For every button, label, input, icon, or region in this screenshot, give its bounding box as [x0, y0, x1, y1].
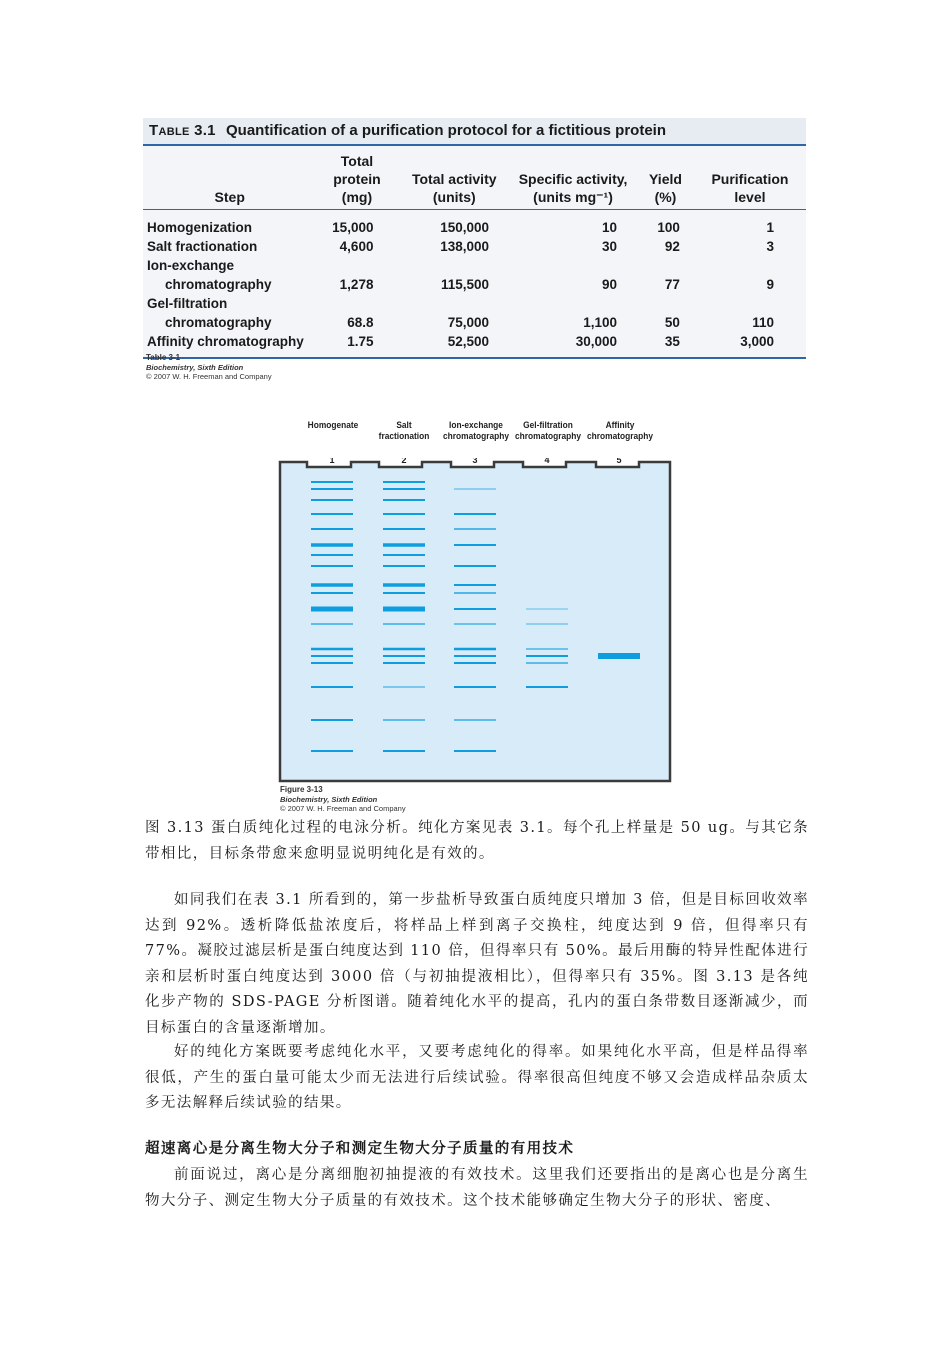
protein-band — [311, 607, 353, 612]
header-step: Step — [143, 146, 314, 210]
protein-band — [383, 592, 425, 594]
table-row — [143, 294, 806, 332]
sds-page-gel — [276, 458, 676, 786]
purification-table — [143, 146, 806, 357]
cell-total-activity: 75,000 — [447, 315, 490, 330]
protein-band — [311, 499, 353, 501]
protein-band — [526, 686, 568, 688]
protein-band — [311, 488, 353, 490]
cell-total-protein: 4,600 — [339, 239, 374, 254]
protein-band — [383, 543, 425, 547]
protein-band — [454, 662, 496, 664]
cell-total-protein: 1,278 — [339, 277, 374, 292]
lane-number-4: 4 — [544, 458, 550, 465]
protein-band — [526, 608, 568, 609]
cell-step: Salt fractionation — [147, 239, 258, 254]
protein-band — [454, 584, 496, 586]
lane-header-gel-filtration: Gel-filtration chromatography — [515, 420, 581, 442]
protein-band — [383, 655, 425, 657]
table-row — [143, 237, 806, 256]
gel-outline — [280, 462, 670, 781]
protein-band — [454, 719, 496, 721]
protein-band — [311, 750, 353, 752]
figure-credit — [280, 785, 406, 814]
protein-band — [526, 655, 568, 657]
protein-band — [311, 592, 353, 594]
table-label: Table 3.1 — [149, 122, 216, 139]
table-body — [143, 144, 806, 359]
protein-band — [454, 750, 496, 752]
protein-band — [454, 648, 496, 651]
protein-band — [311, 528, 353, 530]
protein-band — [454, 488, 496, 490]
protein-band — [454, 565, 496, 567]
protein-band — [454, 655, 496, 657]
cell-yield: 77 — [664, 277, 680, 292]
table-row — [143, 256, 806, 294]
cell-purification-level: 3 — [766, 239, 774, 254]
cell-specific-activity: 10 — [602, 220, 618, 235]
protein-band — [383, 481, 425, 483]
cell-total-activity: 52,500 — [447, 334, 490, 349]
body-paragraph-1: 如同我们在表 3.1 所看到的，第一步盐析导致蛋白质纯度只增加 3 倍，但是目标回收效率达到 92%。透析降低盐浓度后，将样品上样到离子交换柱，纯度达到 9 倍，但得率只有 77%。凝胶过滤层析是蛋白纯度达到 110 倍，但得率只有 50%。最后用酶的特异性配体进行亲和层析时蛋白纯度达到 3000 倍（与初抽提液相比），但得率只有 35%。图 3.13 是各纯化步产物的 SDS-PAGE 分析图谱。随着纯化水平的提高，孔内的蛋白条带数目逐渐减少，而目标蛋白的含量逐渐增加。 — [145, 892, 809, 1036]
cell-step: Gel-filtration chromatography — [147, 296, 272, 330]
lane-header-affinity: Affinity chromatography — [587, 420, 653, 442]
figure-credit-copyright: © 2007 W. H. Freeman and Company — [280, 804, 406, 813]
lane-number-2: 2 — [401, 458, 407, 465]
protein-band — [311, 513, 353, 515]
table-credit — [146, 353, 272, 382]
table-title: Quantification of a purification protocol for a fictitious protein — [226, 122, 666, 139]
cell-purification-level: 110 — [752, 315, 774, 330]
table-credit-caption: Table 3-1 — [146, 353, 181, 362]
cell-yield: 35 — [664, 334, 680, 349]
protein-band — [383, 565, 425, 567]
figure-caption: 图 3.13 蛋白质纯化过程的电泳分析。纯化方案见表 3.1。每个孔上样量是 50 ug。与其它条带相比，目标条带愈来愈明显说明纯化是有效的。 — [145, 820, 809, 862]
cell-yield: 50 — [664, 315, 680, 330]
table-credit-book: Biochemistry, Sixth Edition — [146, 362, 244, 372]
header-specific-activity: Specific activity, (units mg⁻¹) — [509, 146, 637, 210]
section-heading: 超速离心是分离生物大分子和测定生物大分子质量的有用技术 — [145, 1140, 575, 1157]
cell-total-protein: 1.75 — [347, 334, 374, 349]
lane-number-5: 5 — [616, 458, 622, 465]
cell-purification-level: 9 — [766, 277, 774, 292]
protein-band — [383, 554, 425, 556]
figure-credit-book: Biochemistry, Sixth Edition — [280, 794, 378, 804]
table-row — [143, 210, 806, 238]
protein-band — [454, 686, 496, 688]
section-paragraph: 前面说过，离心是分离细胞初抽提液的有效技术。这里我们还要指出的是离心也是分离生物大分子、测定生物大分子质量的有效技术。这个技术能够确定生物大分子的形状、密度、 — [145, 1167, 809, 1209]
protein-band — [526, 662, 568, 664]
table-title-bar — [143, 118, 806, 144]
cell-purification-level: 3,000 — [740, 334, 774, 349]
cell-step: Affinity chromatography — [147, 334, 304, 349]
cell-specific-activity: 30 — [602, 239, 618, 254]
protein-band — [383, 488, 425, 490]
purification-table-block — [143, 118, 806, 359]
lane-number-1: 1 — [329, 458, 335, 465]
protein-band — [311, 583, 353, 587]
cell-specific-activity: 90 — [602, 277, 618, 292]
protein-band — [311, 554, 353, 556]
cell-purification-level: 1 — [766, 220, 774, 235]
lane-number-3: 3 — [472, 458, 478, 465]
cell-yield: 100 — [657, 220, 680, 235]
protein-band — [454, 544, 496, 546]
protein-band — [311, 662, 353, 664]
body-paragraph-2: 好的纯化方案既要考虑纯化水平，又要考虑纯化的得率。如果纯化水平高，但是样品得率很低，产生的蛋白量可能太少而无法进行后续试验。得率很高但纯度不够又会造成样品杂质太多无法解释后续试验的结果。 — [145, 1044, 809, 1111]
header-total-activity: Total activity (units) — [399, 146, 509, 210]
protein-band — [383, 648, 425, 651]
protein-band — [383, 750, 425, 752]
protein-band — [383, 607, 425, 612]
protein-band — [454, 528, 496, 530]
figure-credit-caption: Figure 3-13 — [280, 785, 323, 794]
header-total-protein: Total protein (mg) — [314, 146, 399, 210]
protein-band — [383, 513, 425, 515]
lane-header-salt-fractionation: Salt fractionation — [378, 420, 430, 442]
cell-total-protein: 15,000 — [332, 220, 374, 235]
cell-total-protein: 68.8 — [347, 315, 374, 330]
protein-band — [454, 608, 496, 610]
cell-total-activity: 115,500 — [440, 277, 490, 292]
header-purification-level: Purification level — [694, 146, 806, 210]
protein-band — [311, 543, 353, 547]
protein-band — [311, 719, 353, 721]
protein-band — [383, 499, 425, 501]
protein-band — [598, 653, 640, 659]
protein-band — [454, 592, 496, 594]
table-credit-copyright: © 2007 W. H. Freeman and Company — [146, 372, 272, 381]
cell-step: Homogenization — [147, 220, 252, 235]
cell-step: Ion-exchange chromatography — [147, 258, 272, 292]
protein-band — [454, 513, 496, 515]
cell-specific-activity: 30,000 — [575, 334, 618, 349]
cell-total-activity: 150,000 — [440, 220, 490, 235]
protein-band — [311, 648, 353, 651]
protein-band — [311, 481, 353, 483]
header-yield: Yield (%) — [637, 146, 694, 210]
protein-band — [311, 565, 353, 567]
lane-header-homogenate: Homogenate — [307, 420, 359, 431]
protein-band — [526, 648, 568, 650]
table-header-row — [143, 146, 806, 210]
protein-band — [383, 662, 425, 664]
protein-band — [383, 623, 425, 625]
protein-band — [311, 655, 353, 657]
cell-specific-activity: 1,100 — [583, 315, 618, 330]
protein-band — [383, 686, 425, 688]
cell-yield: 92 — [664, 239, 680, 254]
protein-band — [526, 623, 568, 624]
cell-total-activity: 138,000 — [440, 239, 490, 254]
protein-band — [311, 623, 353, 625]
protein-band — [383, 719, 425, 721]
lane-header-ion-exchange: Ion-exchange chromatography — [443, 420, 509, 442]
protein-band — [454, 623, 496, 625]
protein-band — [383, 583, 425, 587]
protein-band — [383, 528, 425, 530]
protein-band — [311, 686, 353, 688]
